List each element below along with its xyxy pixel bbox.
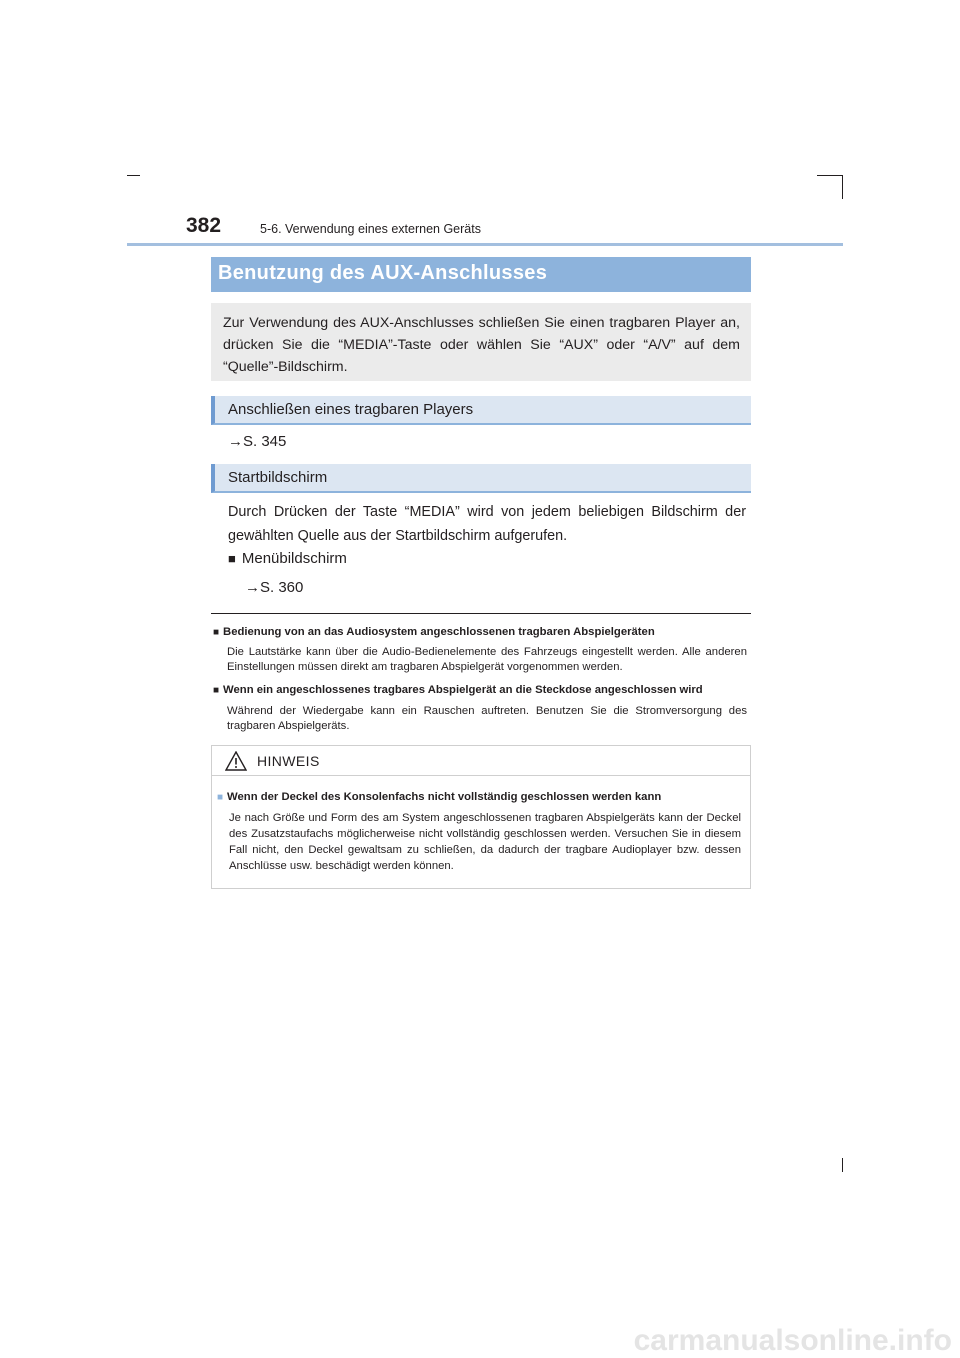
- subheading-connect: Anschließen eines tragbaren Players: [211, 396, 751, 425]
- header-divider: [127, 243, 843, 246]
- page-number: 382: [186, 214, 222, 237]
- warning-box: [211, 745, 751, 889]
- menu-heading: [228, 550, 347, 567]
- crop-mark: [127, 175, 140, 176]
- warning-title: HINWEIS: [257, 753, 320, 769]
- section-heading: Benutzung des AUX-Anschlusses: [211, 257, 751, 292]
- crop-mark: [817, 175, 843, 176]
- note-body: Die Lautstärke kann über die Audio-Bedienelemente des Fahrzeugs eingestellt werden. Alle anderen Einstellungen müssen direkt am tragbaren Abspielgerät vorgenommen werden.: [227, 646, 747, 673]
- warning-heading: [217, 791, 661, 803]
- note-heading: [213, 626, 655, 638]
- warning-body: Je nach Größe und Form des am System angeschlossenen tragbaren Abspielgeräts kann der Deckel des Zusatzstaufachs möglicherweise nicht vollständig geschlossen werden. Versuchen Sie in diesem Fall nicht, den Deckel gewaltsam zu schließen, da dadurch der tragbare Audioplayer bzw. dessen Anschlüsse usw. beschädigt werden können.: [229, 812, 741, 872]
- note-body: Während der Wiedergabe kann ein Rauschen auftreten. Benutzen Sie die Stromversorgung des tragbaren Abspielgeräts.: [227, 705, 747, 732]
- note-heading-label: Wenn ein angeschlossenes tragbares Abspielgerät an die Steckdose angeschlossen wird: [223, 684, 703, 696]
- menu-heading-label: Menübildschirm: [241, 550, 347, 567]
- warning-title-row: [212, 746, 750, 776]
- start-text: Durch Drücken der Taste “MEDIA” wird von jedem beliebigen Bildschirm der gewählten Quelle aus der Startbildschirm aufgerufen.: [228, 504, 746, 544]
- warning-triangle-icon: [225, 751, 247, 771]
- page-reference: →S. 345: [228, 433, 287, 450]
- bullet-icon: ■: [217, 792, 224, 803]
- bullet-icon: ■: [213, 627, 220, 638]
- crop-mark: [842, 1158, 843, 1172]
- page-reference: →S. 360: [245, 579, 304, 596]
- crop-mark: [842, 175, 843, 199]
- chapter-title: 5-6. Verwendung eines externen Geräts: [260, 222, 481, 236]
- note-heading-label: Bedienung von an das Audiosystem angeschlossenen tragbaren Abspielgeräten: [223, 626, 655, 638]
- watermark: carmanualsonline.info: [633, 1324, 952, 1357]
- notes-divider: [211, 613, 751, 614]
- bullet-icon: ■: [213, 685, 220, 696]
- warning-heading-label: Wenn der Deckel des Konsolenfachs nicht vollständig geschlossen werden kann: [227, 791, 662, 803]
- intro-box: Zur Verwendung des AUX-Anschlusses schließen Sie einen tragbaren Player an, drücken Sie die “MEDIA”-Taste oder wählen Sie “AUX” oder “A/V” auf dem “Quelle”-Bildschirm.: [211, 303, 751, 381]
- note-heading: [213, 684, 703, 696]
- subheading-start: Startbildschirm: [211, 464, 751, 493]
- bullet-icon: ■: [228, 551, 236, 566]
